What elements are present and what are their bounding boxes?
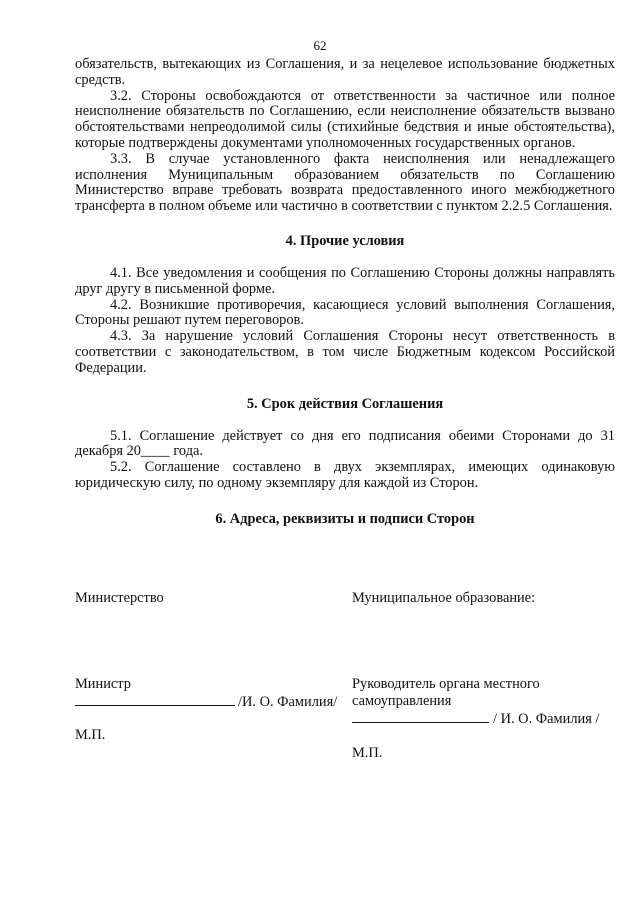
paragraph-5-1: 5.1. Соглашение действует со дня его подписания обеими Сторонами до 31 декабря 20____ года. [75, 427, 615, 460]
paragraph-3-1-continuation: обязательств, вытекающих из Соглашения, и за нецелевое использование бюджетных средств. [75, 56, 615, 88]
right-signer-title-line2: самоуправления [352, 693, 452, 709]
paragraph-4-2: 4.2. Возникшие противоречия, касающиеся условий выполнения Соглашения, Стороны решают путем переговоров. [75, 296, 615, 329]
page-number: 62 [313, 38, 327, 53]
paragraph-4-1: 4.1. Все уведомления и сообщения по Соглашению Стороны должны направлять друг другу в письменной форме. [75, 264, 615, 297]
section-4-heading: 4. Прочие условия [285, 232, 405, 249]
left-party-label: Министерство [75, 590, 164, 606]
section-5-heading: 5. Срок действия Соглашения [246, 395, 444, 412]
left-signer-title: Министр [75, 676, 131, 692]
right-party-label: Муниципальное образование: [352, 590, 536, 606]
paragraph-3-2: 3.2. Стороны освобождаются от ответственности за частичное или полное неисполнение обязательств по Соглашению, если неисполнение обязательств вызвано обстоятельствами непреодолимой силы (стихийные бедствия и иные обстоятельства), которые подтверждены документами уполномоченных государственных органов. [75, 87, 615, 151]
right-signature-line [352, 710, 599, 727]
left-stamp-label: М.П. [75, 727, 106, 743]
right-signature-blank [352, 710, 489, 723]
left-signature-line [75, 693, 337, 710]
paragraph-4-3: 4.3. За нарушение условий Соглашения Стороны несут ответственность в соответствии с законодательством, в том числе Бюджетным кодексом Российской Федерации. [75, 328, 615, 376]
left-signature-blank [75, 693, 235, 706]
section-6-heading: 6. Адреса, реквизиты и подписи Сторон [215, 510, 475, 527]
document-body [75, 57, 615, 527]
right-stamp-label: М.П. [352, 745, 383, 761]
paragraph-5-2: 5.2. Соглашение составлено в двух экземплярах, имеющих одинаковую юридическую силу, по одному экземпляру для каждой из Сторон. [75, 459, 615, 491]
right-signer-name: / И. О. Фамилия / [493, 711, 600, 727]
left-signer-name: /И. О. Фамилия/ [238, 694, 338, 710]
paragraph-3-3: 3.3. В случае установленного факта неисполнения или ненадлежащего исполнения Муниципальным образованием обязательств по Соглашению Министерство вправе требовать возврата предоставленного иного межбюджетного трансферта в полном объеме или частично в соответствии с пунктом 2.2.5 Соглашения. [75, 150, 615, 215]
right-signer-title-line1: Руководитель органа местного [352, 676, 540, 692]
